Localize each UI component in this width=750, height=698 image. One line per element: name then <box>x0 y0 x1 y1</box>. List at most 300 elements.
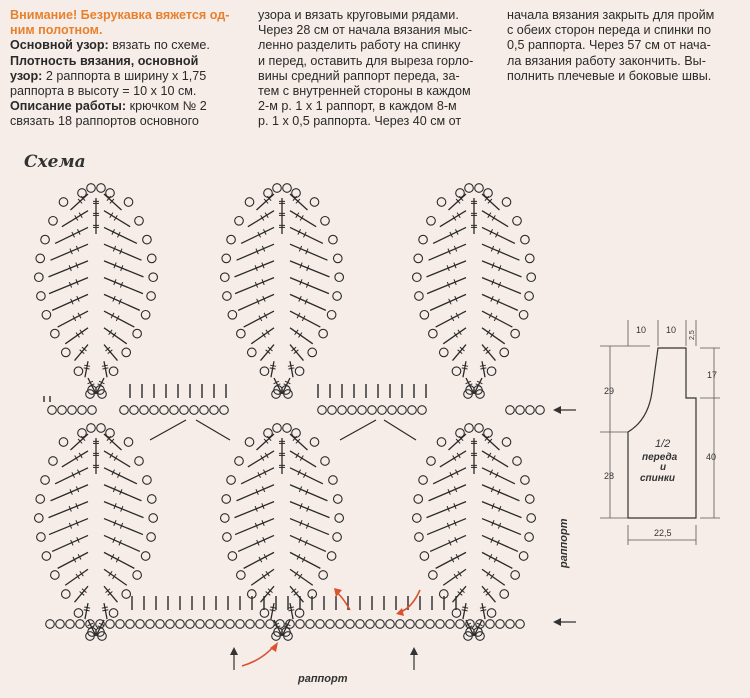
treble-stitch-bar <box>299 333 302 338</box>
treble-stitch <box>433 468 466 484</box>
col3-line: начала вязания закрыть для пройм <box>507 8 715 22</box>
piece-label-4: спинки <box>640 473 675 484</box>
treble-stitch <box>65 328 88 344</box>
treble-stitch <box>241 468 274 484</box>
connector-chain <box>130 406 139 415</box>
chain-loop <box>419 476 428 485</box>
col2-line: 2-м р. 1 х 1 раппорт, в каждом 8-м <box>258 99 457 114</box>
chain-loop <box>135 457 144 466</box>
chain-loop <box>437 198 446 207</box>
connector-chain <box>536 406 545 415</box>
connector-chain <box>226 620 235 629</box>
density-label-cont: узор: <box>10 68 43 83</box>
connector-chain <box>396 620 405 629</box>
treble-stitch <box>290 244 327 260</box>
chain-loop <box>74 609 83 618</box>
col2-line: вины средний раппорт переда, за- <box>258 68 460 83</box>
connector-chain <box>406 620 415 629</box>
connector-chain <box>296 620 305 629</box>
col2-line: узора и вязать круговыми рядами. <box>258 8 459 22</box>
treble-stitch <box>104 519 143 535</box>
chain-loop <box>335 273 344 282</box>
chain-loop <box>487 609 496 618</box>
connector-chain <box>78 406 87 415</box>
chain-loop <box>49 217 58 226</box>
treble-stitch <box>49 261 88 277</box>
chain-loop <box>521 235 530 244</box>
treble-stitch <box>235 502 274 518</box>
treble-stitch-bar <box>295 571 298 576</box>
treble-stitch-bar <box>76 333 79 338</box>
chain-loop <box>245 438 254 447</box>
treble-stitch <box>290 603 293 619</box>
treble-stitch <box>290 569 313 585</box>
chain-loop <box>36 495 45 504</box>
treble-stitch <box>443 328 466 344</box>
treble-stitch <box>237 485 274 501</box>
treble-stitch <box>248 211 274 227</box>
treble-stitch <box>290 519 329 535</box>
connector-chain <box>58 406 67 415</box>
chain-loop <box>228 552 237 561</box>
connector-chain <box>200 406 209 415</box>
chain-loop <box>149 514 158 523</box>
chain-loop <box>51 329 60 338</box>
treble-stitch <box>482 278 521 294</box>
treble-stitch <box>104 345 117 361</box>
treble-stitch <box>85 361 88 377</box>
chain-loop <box>319 329 328 338</box>
garment-outline <box>628 348 696 518</box>
connector-chain <box>356 620 365 629</box>
connector-chain <box>516 406 525 415</box>
connector-chain <box>366 620 375 629</box>
connector-chain <box>136 620 145 629</box>
connector-chain <box>120 406 129 415</box>
treble-stitch-bar <box>487 571 490 576</box>
treble-stitch <box>55 468 88 484</box>
treble-stitch-bar <box>288 607 294 608</box>
treble-stitch <box>290 485 327 501</box>
connector-chain <box>166 620 175 629</box>
treble-stitch <box>58 552 88 568</box>
chain-loop <box>525 254 534 263</box>
warning-text-cont: ним полотном. <box>10 23 103 38</box>
connector-chain <box>186 620 195 629</box>
treble-stitch-bar <box>262 574 265 579</box>
treble-stitch <box>482 552 512 568</box>
chain-loop <box>521 476 530 485</box>
chain-loop <box>36 254 45 263</box>
chain-loop <box>35 514 44 523</box>
treble-stitch <box>104 502 143 518</box>
connector-chain <box>376 620 385 629</box>
connector-chain <box>156 620 165 629</box>
chain-loop <box>429 571 438 580</box>
treble-stitch <box>52 535 88 551</box>
col2-line: Через 28 см от начала вязания мыс- <box>258 23 473 38</box>
dim-top-2: 10 <box>666 325 677 335</box>
treble-stitch-bar <box>84 365 90 366</box>
rapport-label-right: раппорт <box>558 518 570 568</box>
chain-loop <box>143 476 152 485</box>
treble-stitch-bar <box>458 330 461 335</box>
treble-stitch-bar <box>266 330 269 335</box>
connector-chain <box>196 620 205 629</box>
connector-diagonal <box>196 420 230 440</box>
treble-stitch-bar <box>84 607 90 608</box>
chain-loop <box>452 367 461 376</box>
chain-loop <box>260 367 269 376</box>
connector-chain <box>446 620 455 629</box>
treble-stitch <box>271 603 274 619</box>
connector-chain <box>140 406 149 415</box>
treble-stitch <box>248 451 274 467</box>
treble-stitch <box>104 261 143 277</box>
connector-diagonal <box>384 420 416 440</box>
treble-stitch <box>75 345 88 361</box>
treble-stitch <box>290 345 303 361</box>
treble-stitch <box>104 244 141 260</box>
direction-arrow-3 <box>400 590 420 612</box>
connector-chain <box>456 620 465 629</box>
connector-chain <box>496 620 505 629</box>
density-label: Плотность вязания, основной <box>10 53 199 68</box>
treble-stitch <box>51 244 88 260</box>
chain-loop <box>35 273 44 282</box>
treble-stitch <box>482 603 485 619</box>
chain-loop <box>465 184 474 193</box>
treble-stitch-bar <box>113 574 116 579</box>
treble-stitch <box>51 485 88 501</box>
chain-loop <box>61 348 70 357</box>
motifs-layer <box>35 184 536 641</box>
connector-chain <box>266 620 275 629</box>
chain-loop <box>333 292 342 301</box>
treble-stitch-bar <box>102 607 108 608</box>
chain-loop <box>335 514 344 523</box>
connector-chain <box>126 620 135 629</box>
dim-top-3: 2,5 <box>689 330 696 340</box>
treble-stitch <box>482 451 508 467</box>
treble-stitch <box>440 451 466 467</box>
connector-chain <box>326 620 335 629</box>
chain-loop <box>227 476 236 485</box>
treble-stitch <box>290 328 313 344</box>
treble-stitch <box>290 468 323 484</box>
treble-stitch <box>290 261 329 277</box>
connector-chain <box>116 620 125 629</box>
treble-stitch <box>482 328 505 344</box>
connector-chain <box>190 406 199 415</box>
treble-stitch <box>290 311 320 327</box>
connector-chain <box>526 406 535 415</box>
treble-stitch <box>49 519 88 535</box>
treble-stitch <box>482 361 485 377</box>
connector-chain <box>160 406 169 415</box>
rapport-label-bottom: раппорт <box>298 673 348 685</box>
chain-loop <box>513 457 522 466</box>
connector-chain <box>328 406 337 415</box>
chain-loop <box>87 424 96 433</box>
chain-loop <box>245 198 254 207</box>
treble-stitch <box>251 328 274 344</box>
dim-top-1: 10 <box>636 325 647 335</box>
chain-loop <box>333 533 342 542</box>
chain-loop <box>527 514 536 523</box>
treble-stitch <box>104 603 107 619</box>
direction-arrow-1 <box>242 646 274 666</box>
connector-chain <box>436 620 445 629</box>
chain-loop <box>228 311 237 320</box>
direction-arrowhead-3 <box>396 608 404 616</box>
treble-stitch <box>244 552 274 568</box>
connector-diagonal <box>150 420 186 440</box>
pattern-text: вязать по схеме. <box>108 38 210 53</box>
chain-loop <box>420 552 429 561</box>
chain-loop <box>221 273 230 282</box>
chain-loop <box>519 552 528 561</box>
treble-stitch <box>261 586 274 602</box>
connector-chain <box>348 406 357 415</box>
chain-loop <box>333 254 342 263</box>
treble-stitch <box>436 552 466 568</box>
pattern-label: Основной узор: <box>10 38 109 53</box>
treble-stitch <box>104 586 117 602</box>
chain-loop <box>141 552 150 561</box>
treble-stitch <box>104 485 141 501</box>
col2-line: и перед, оставить для выреза горло- <box>258 53 474 68</box>
treble-stitch <box>482 468 515 484</box>
chain-loop <box>327 552 336 561</box>
chain-loop <box>295 367 304 376</box>
treble-stitch-bar <box>84 610 90 611</box>
treble-stitch <box>290 502 329 518</box>
chain-loop <box>227 235 236 244</box>
treble-stitch-bar <box>80 571 83 576</box>
treble-stitch <box>482 519 521 535</box>
chain-loop <box>310 438 319 447</box>
dim-shoulder: 17 <box>707 370 718 380</box>
connector-chain <box>506 406 515 415</box>
chain-loop <box>487 367 496 376</box>
chain-loop <box>237 571 246 580</box>
treble-stitch <box>290 361 293 377</box>
connector-chain <box>388 406 397 415</box>
connector-chain <box>316 620 325 629</box>
treble-stitch-bar <box>102 610 108 611</box>
chain-loop <box>223 533 232 542</box>
treble-stitch <box>235 278 274 294</box>
chain-loop <box>308 348 317 357</box>
chain-loop <box>527 273 536 282</box>
connector-chain <box>426 620 435 629</box>
connector-diagonal <box>340 420 376 440</box>
connector-chain <box>206 620 215 629</box>
connector-chain <box>306 620 315 629</box>
connector-chain <box>408 406 417 415</box>
chain-loop <box>222 495 231 504</box>
treble-stitch-bar <box>270 610 276 611</box>
treble-stitch <box>235 519 274 535</box>
chain-loop <box>333 495 342 504</box>
chain-loop <box>525 292 534 301</box>
treble-stitch <box>271 361 274 377</box>
treble-stitch <box>482 502 521 518</box>
chain-loop <box>37 292 46 301</box>
chain-loop <box>147 533 156 542</box>
treble-stitch <box>104 569 127 585</box>
chain-loop <box>513 217 522 226</box>
chain-loop <box>273 184 282 193</box>
treble-stitch-bar <box>491 333 494 338</box>
chain-loop <box>122 348 131 357</box>
connector-chain <box>516 620 525 629</box>
treble-stitch <box>104 361 107 377</box>
chain-loop <box>59 198 68 207</box>
treble-stitch <box>290 535 326 551</box>
chain-loop <box>109 609 118 618</box>
connector-chain <box>416 620 425 629</box>
chain-loop <box>511 329 520 338</box>
chain-loop <box>42 552 51 561</box>
connector-chain <box>76 620 85 629</box>
chain-loop <box>519 311 528 320</box>
piece-label-2: переда <box>642 452 678 463</box>
chain-loop <box>475 424 484 433</box>
connector-chain <box>398 406 407 415</box>
treble-stitch-bar <box>76 574 79 579</box>
treble-stitch <box>65 569 88 585</box>
chain-loop <box>427 457 436 466</box>
connector-chain <box>106 620 115 629</box>
density-text: 2 раппорта в ширину х 1,75 <box>42 68 207 83</box>
treble-stitch <box>443 569 466 585</box>
dim-armhole-left: 29 <box>604 386 615 396</box>
treble-stitch-bar <box>480 365 486 366</box>
chain-loop <box>133 571 142 580</box>
chain-loop <box>329 476 338 485</box>
piece-label-3: и <box>660 462 667 473</box>
treble-stitch <box>453 345 466 361</box>
treble-stitch <box>62 451 88 467</box>
treble-stitch-bar <box>102 365 108 366</box>
treble-stitch-bar <box>288 365 294 366</box>
chain-loop <box>147 254 156 263</box>
chain-loop <box>237 329 246 338</box>
chain-loop <box>247 348 256 357</box>
chain-loop <box>420 311 429 320</box>
connector-chain <box>336 620 345 629</box>
treble-stitch-bar <box>491 574 494 579</box>
treble-stitch <box>251 569 274 585</box>
treble-stitch <box>436 311 466 327</box>
chain-loop <box>502 198 511 207</box>
chain-loop <box>124 198 133 207</box>
treble-stitch <box>427 261 466 277</box>
treble-stitch-bar <box>462 610 468 611</box>
treble-stitch <box>104 468 137 484</box>
chain-loop <box>329 235 338 244</box>
chain-loop <box>147 292 156 301</box>
garment-schematic <box>600 320 720 545</box>
treble-stitch-bar <box>109 330 112 335</box>
treble-stitch <box>49 278 88 294</box>
treble-stitch <box>482 345 495 361</box>
connector-chain <box>358 406 367 415</box>
chain-loop <box>429 329 438 338</box>
description-label: Описание работы: <box>10 99 127 114</box>
chain-loop <box>135 217 144 226</box>
connector-chain <box>46 620 55 629</box>
treble-stitch-bar <box>299 574 302 579</box>
chain-loop <box>437 438 446 447</box>
chain-loop <box>109 367 118 376</box>
chain-loop <box>61 590 70 599</box>
chain-loop <box>273 424 282 433</box>
treble-stitch <box>238 294 274 310</box>
treble-stitch <box>430 535 466 551</box>
connector-chain <box>176 620 185 629</box>
treble-stitch <box>482 535 518 551</box>
chain-loop <box>319 571 328 580</box>
treble-stitch <box>55 227 88 243</box>
connector-chain <box>368 406 377 415</box>
treble-stitch <box>429 244 466 260</box>
treble-stitch <box>85 603 88 619</box>
chain-loop <box>147 495 156 504</box>
treble-stitch <box>261 345 274 361</box>
treble-stitch-bar <box>454 574 457 579</box>
treble-stitch <box>104 451 130 467</box>
chain-loop <box>59 438 68 447</box>
treble-stitch-bar <box>480 610 486 611</box>
chain-loop <box>235 457 244 466</box>
treble-stitch <box>104 535 140 551</box>
treble-stitch <box>237 244 274 260</box>
treble-stitch-bar <box>270 365 276 366</box>
treble-stitch-bar <box>462 368 468 369</box>
treble-stitch <box>482 227 515 243</box>
chain-loop <box>500 348 509 357</box>
treble-stitch <box>104 552 134 568</box>
treble-stitch-bar <box>84 368 90 369</box>
chain-loop <box>97 184 106 193</box>
treble-stitch-bar <box>480 368 486 369</box>
treble-stitch-bar <box>113 333 116 338</box>
chain-loop <box>321 457 330 466</box>
treble-stitch <box>104 278 143 294</box>
treble-stitch <box>58 311 88 327</box>
treble-stitch <box>104 211 130 227</box>
connector-chain <box>506 620 515 629</box>
treble-stitch-bar <box>102 368 108 369</box>
treble-stitch <box>482 485 519 501</box>
treble-stitch <box>241 227 274 243</box>
connector-chain <box>318 406 327 415</box>
chain-loop <box>124 438 133 447</box>
col3-line: 0,5 раппорта. Через 57 см от нача- <box>507 38 711 53</box>
chain-loop <box>97 424 106 433</box>
dim-bottom: 22,5 <box>654 528 672 538</box>
connector-chain <box>170 406 179 415</box>
treble-stitch <box>463 361 466 377</box>
treble-stitch <box>482 261 521 277</box>
chain-loop <box>427 217 436 226</box>
rapport-arrow-right-bottom <box>410 647 418 670</box>
treble-stitch-bar <box>270 607 276 608</box>
rapport-arrow-left-bottom <box>230 647 238 670</box>
